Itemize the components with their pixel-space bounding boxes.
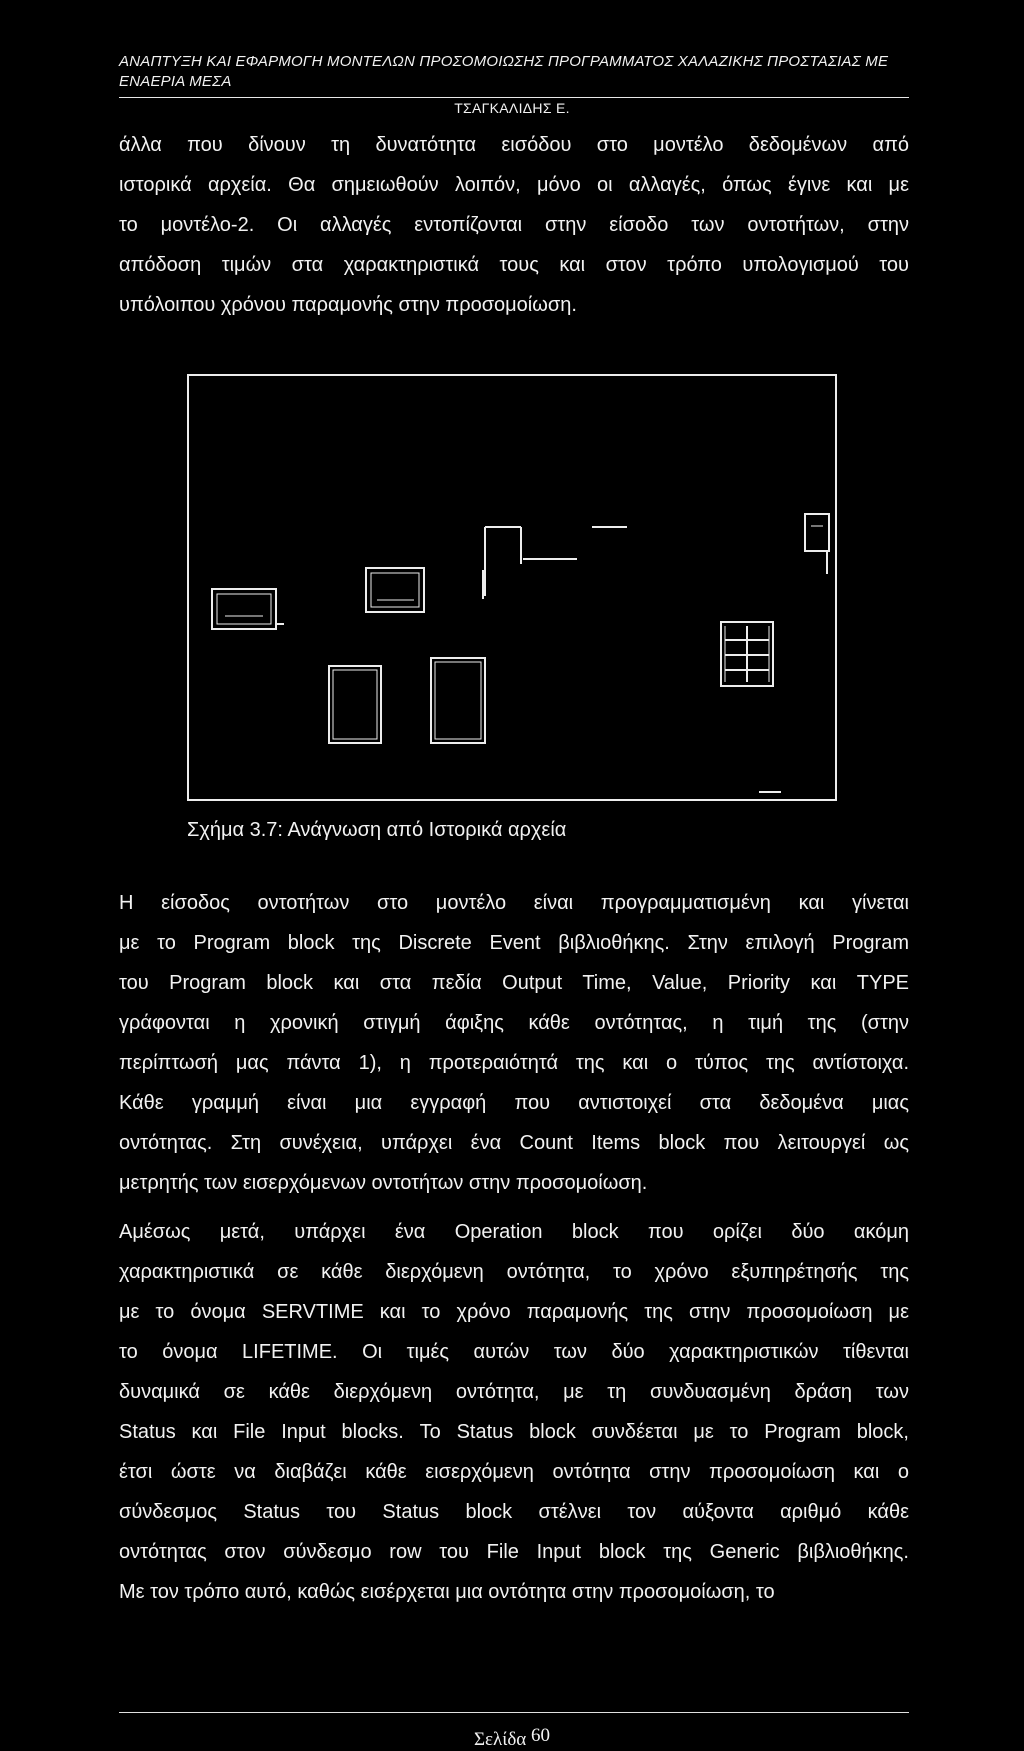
- page-label: Σελίδα: [473, 1729, 527, 1750]
- running-header-title: ΑΝΑΠΤΥΞΗ ΚΑΙ ΕΦΑΡΜΟΓΗ ΜΟΝΤΕΛΩΝ ΠΡΟΣΟΜΟΙΩΣΗΣ ΠΡΟΓΡΑΜΜΑΤΟΣ ΧΑΛΑΖΙΚΗΣ ΠΡΟΣΤΑΣΙΑΣ ΜΕ ΕΝΑΕΡΙΑ ΜΕΣΑ: [119, 53, 889, 90]
- figure-historical-files-diagram: [187, 374, 837, 801]
- text-line: έτσι ώστε να διαβάζει κάθε εισερχόμενη οντότητα στην προσομοίωση και ο: [119, 1461, 909, 1483]
- text-line: οντότητας. Στη συνέχεια, υπάρχει ένα Count Items block που λειτουργεί ως: [119, 1132, 909, 1154]
- text-line: Κάθε γραμμή είναι μια εγγραφή που αντιστοιχεί στα δεδομένα μιας: [119, 1092, 909, 1114]
- text-line: με το Program block της Discrete Event βιβλιοθήκης. Στην επιλογή Program: [119, 932, 909, 954]
- footer-divider: [119, 1712, 909, 1713]
- figure-caption: Σχήμα 3.7: Ανάγνωση από Ιστορικά αρχεία: [187, 819, 567, 841]
- text-line: Η είσοδος οντοτήτων στο μοντέλο είναι προγραμματισμένη και γίνεται: [119, 892, 909, 914]
- text-line: απόδοση τιμών στα χαρακτηριστικά τους και στον τρόπο υπολογισμού του: [119, 254, 909, 276]
- text-line: υπόλοιπου χρόνου παραμονής στην προσομοίωση.: [119, 294, 577, 316]
- text-line: δυναμικά σε κάθε διερχόμενη οντότητα, με τη συνδυασμένη δράση των: [119, 1381, 909, 1403]
- text-line: οντότητας στον σύνδεσμο row του File Input block της Generic βιβλιοθήκης.: [119, 1541, 909, 1563]
- text-line: Αμέσως μετά, υπάρχει ένα Operation block που ορίζει δύο ακόμη: [119, 1221, 909, 1243]
- paragraph-program-block: [119, 883, 909, 1203]
- text-line: Status και File Input blocks. Το Status block συνδέεται με το Program block,: [119, 1421, 909, 1443]
- text-line: το μοντέλο-2. Οι αλλαγές εντοπίζονται στην είσοδο των οντοτήτων, στην: [119, 214, 909, 236]
- page-number-value: 60: [531, 1725, 551, 1746]
- text-line: με το όνομα SERVTIME και το χρόνο παραμονής της στην προσομοίωση με: [119, 1301, 909, 1323]
- running-header-author: ΤΣΑΓΚΑΛΙΔΗΣ Ε.: [454, 100, 570, 116]
- text-line: Με τον τρόπο αυτό, καθώς εισέρχεται μια οντότητα στην προσομοίωση, το: [119, 1581, 775, 1603]
- text-line: ιστορικά αρχεία. Θα σημειωθούν λοιπόν, μόνο οι αλλαγές, όπως έγινε και με: [119, 174, 909, 196]
- text-line: περίπτωσή μας πάντα 1), η προτεραιότητά της και ο τύπος της αντίστοιχα.: [119, 1052, 909, 1074]
- paragraph-operation-block: [119, 1212, 909, 1612]
- text-line: γράφονται η χρονική στιγμή άφιξης κάθε οντότητας, η τιμή της (στην: [119, 1012, 909, 1034]
- paragraph-intro: [119, 125, 909, 325]
- text-line: το όνομα LIFETIME. Οι τιμές αυτών των δύο χαρακτηριστικών τίθενται: [119, 1341, 909, 1363]
- header-divider: [119, 97, 909, 98]
- page-number: [0, 1725, 1024, 1751]
- text-line: σύνδεσμος Status του Status block στέλνει τον αύξοντα αριθμό κάθε: [119, 1501, 909, 1523]
- text-line: μετρητής των εισερχόμενων οντοτήτων στην προσομοίωση.: [119, 1172, 648, 1194]
- figure-frame: [188, 375, 836, 800]
- text-line: άλλα που δίνουν τη δυνατότητα εισόδου στο μοντέλο δεδομένων από: [119, 134, 909, 156]
- text-line: του Program block και στα πεδία Output Time, Value, Priority και TYPE: [119, 972, 909, 994]
- text-line: χαρακτηριστικά σε κάθε διερχόμενη οντότητα, το χρόνο εξυπηρέτησής της: [119, 1261, 909, 1283]
